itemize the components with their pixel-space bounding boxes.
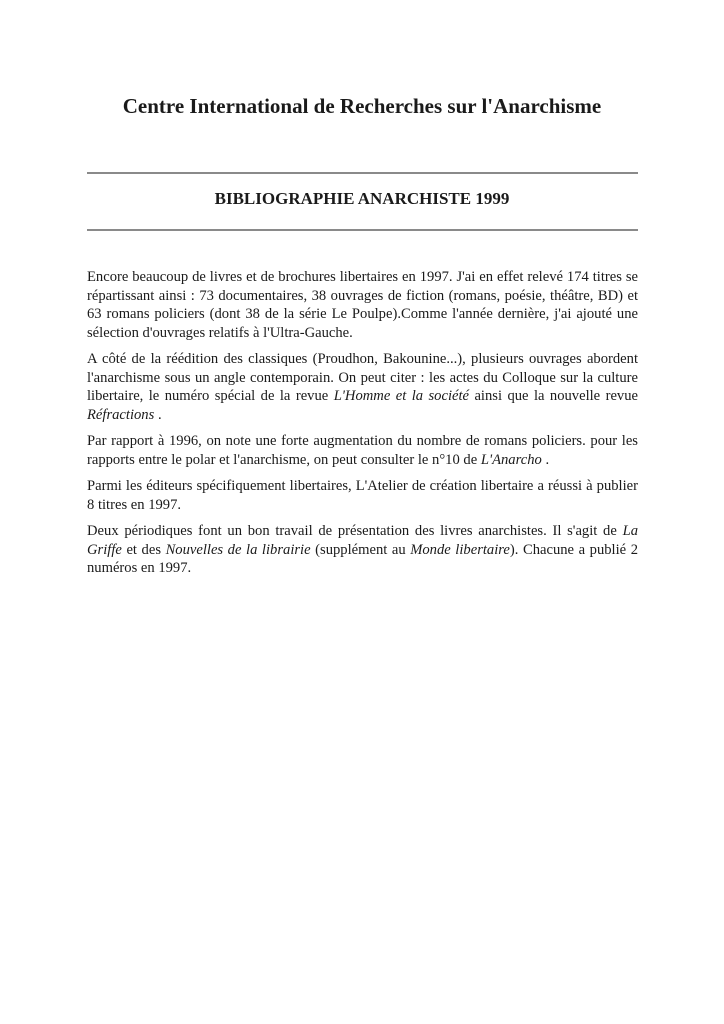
paragraph-text: . xyxy=(541,451,550,468)
bottom-divider xyxy=(87,229,638,231)
paragraph-publishers: Parmi les éditeurs spécifiquement libertaires, L'Atelier de création libertaire a réussi à publier 8 titres en 1997. xyxy=(87,478,638,513)
journal-title: La Griffe xyxy=(87,523,638,558)
journal-title: Monde libertaire xyxy=(410,541,510,558)
paragraph-intro: Encore beaucoup de livres et de brochures libertaires en 1997. J'ai en effet relevé 174 titres se répartissant ainsi : 73 documentaires, 38 ouvrages de fiction (romans, poésie, théâtre, BD) et 63 romans policiers (dont 38 de la série Le Poulpe).Comme l'année dernière, j'ai ajouté une sélection d'ouvrages relatifs à l'Ultra-Gauche. xyxy=(87,269,638,341)
paragraph-periodicals xyxy=(87,522,638,578)
paragraph-text: . xyxy=(154,406,162,423)
paragraph-text: Deux périodiques font un bon travail de présentation des livres anarchistes. Il s'agit de xyxy=(87,523,623,539)
journal-title: Nouvelles de la librairie xyxy=(165,541,311,558)
paragraph-text: Par rapport à 1996, on note une forte augmentation du nombre de romans policiers. pour les rapports entre le polar et l'anarchisme, on peut consulter le n°10 de xyxy=(87,433,638,468)
paragraph-text: et des xyxy=(121,541,166,558)
paragraph-text: ainsi que la nouvelle revue xyxy=(469,388,638,404)
journal-title: L'Homme et la société xyxy=(333,388,470,404)
paragraph-classics xyxy=(87,350,638,424)
journal-title: L'Anarcho xyxy=(480,451,542,468)
body-text xyxy=(87,268,638,586)
paragraph-text: A côté de la réédition des classiques (Proudhon, Bakounine...), plusieurs ouvrages abordent l'anarchisme sous un angle contemporain. On peut citer : les actes du Colloque sur la culture libertaire, le numéro spécial de la revue xyxy=(87,351,638,404)
paragraph-text: ). Chacune a publié 2 numéros en 1997. xyxy=(87,541,638,576)
top-divider xyxy=(87,172,638,174)
page-title: Centre International de Recherches sur l'Anarchisme xyxy=(122,94,602,118)
journal-title: Réfractions xyxy=(87,406,155,423)
paragraph-polars xyxy=(87,432,638,469)
paragraph-text: (supplément au xyxy=(310,541,411,558)
section-title: BIBLIOGRAPHIE ANARCHISTE 1999 xyxy=(214,189,510,208)
